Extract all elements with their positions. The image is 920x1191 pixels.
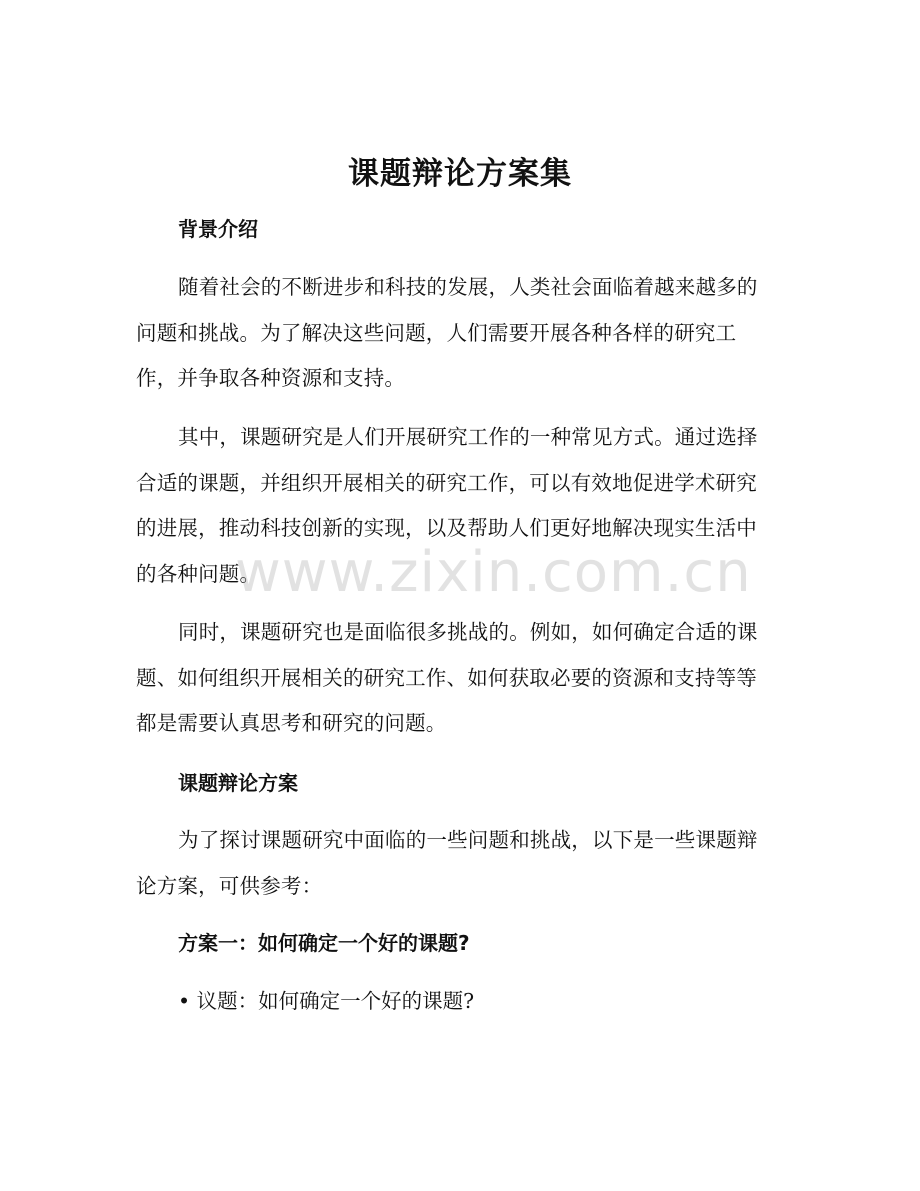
paragraph-background-1: 随着社会的不断进步和科技的发展，人类社会面临着越来越多的问题和挑战。为了解决这些问题，人们需要开展各种各样的研究工作，并争取各种资源和支持。 [136, 275, 758, 390]
paragraph-debate-intro: 为了探讨课题研究中面临的一些问题和挑战，以下是一些课题辩论方案，可供参考： [136, 828, 758, 898]
paragraph-background-2: 其中，课题研究是人们开展研究工作的一种常见方式。通过选择合适的课题，并组织开展相关的研究工作，可以有效地促进学术研究的进展，推动科技创新的实现，以及帮助人们更好地解决现实生活中的各种问题。 [136, 425, 758, 586]
document-title: 课题辩论方案集 [348, 156, 572, 192]
plan-one-topic-bullet: • 议题：如何确定一个好的课题? [178, 989, 475, 1013]
section-heading-debate-plans: 课题辩论方案 [178, 771, 298, 795]
paragraph-background-3: 同时，课题研究也是面临很多挑战的。例如，如何确定合适的课题、如何组织开展相关的研究工作、如何获取必要的资源和支持等等都是需要认真思考和研究的问题。 [136, 620, 758, 735]
plan-one-heading: 方案一：如何确定一个好的课题? [178, 931, 470, 955]
site-watermark: www.zixin.com.cn [235, 540, 752, 605]
section-heading-background: 背景介绍 [178, 217, 258, 241]
